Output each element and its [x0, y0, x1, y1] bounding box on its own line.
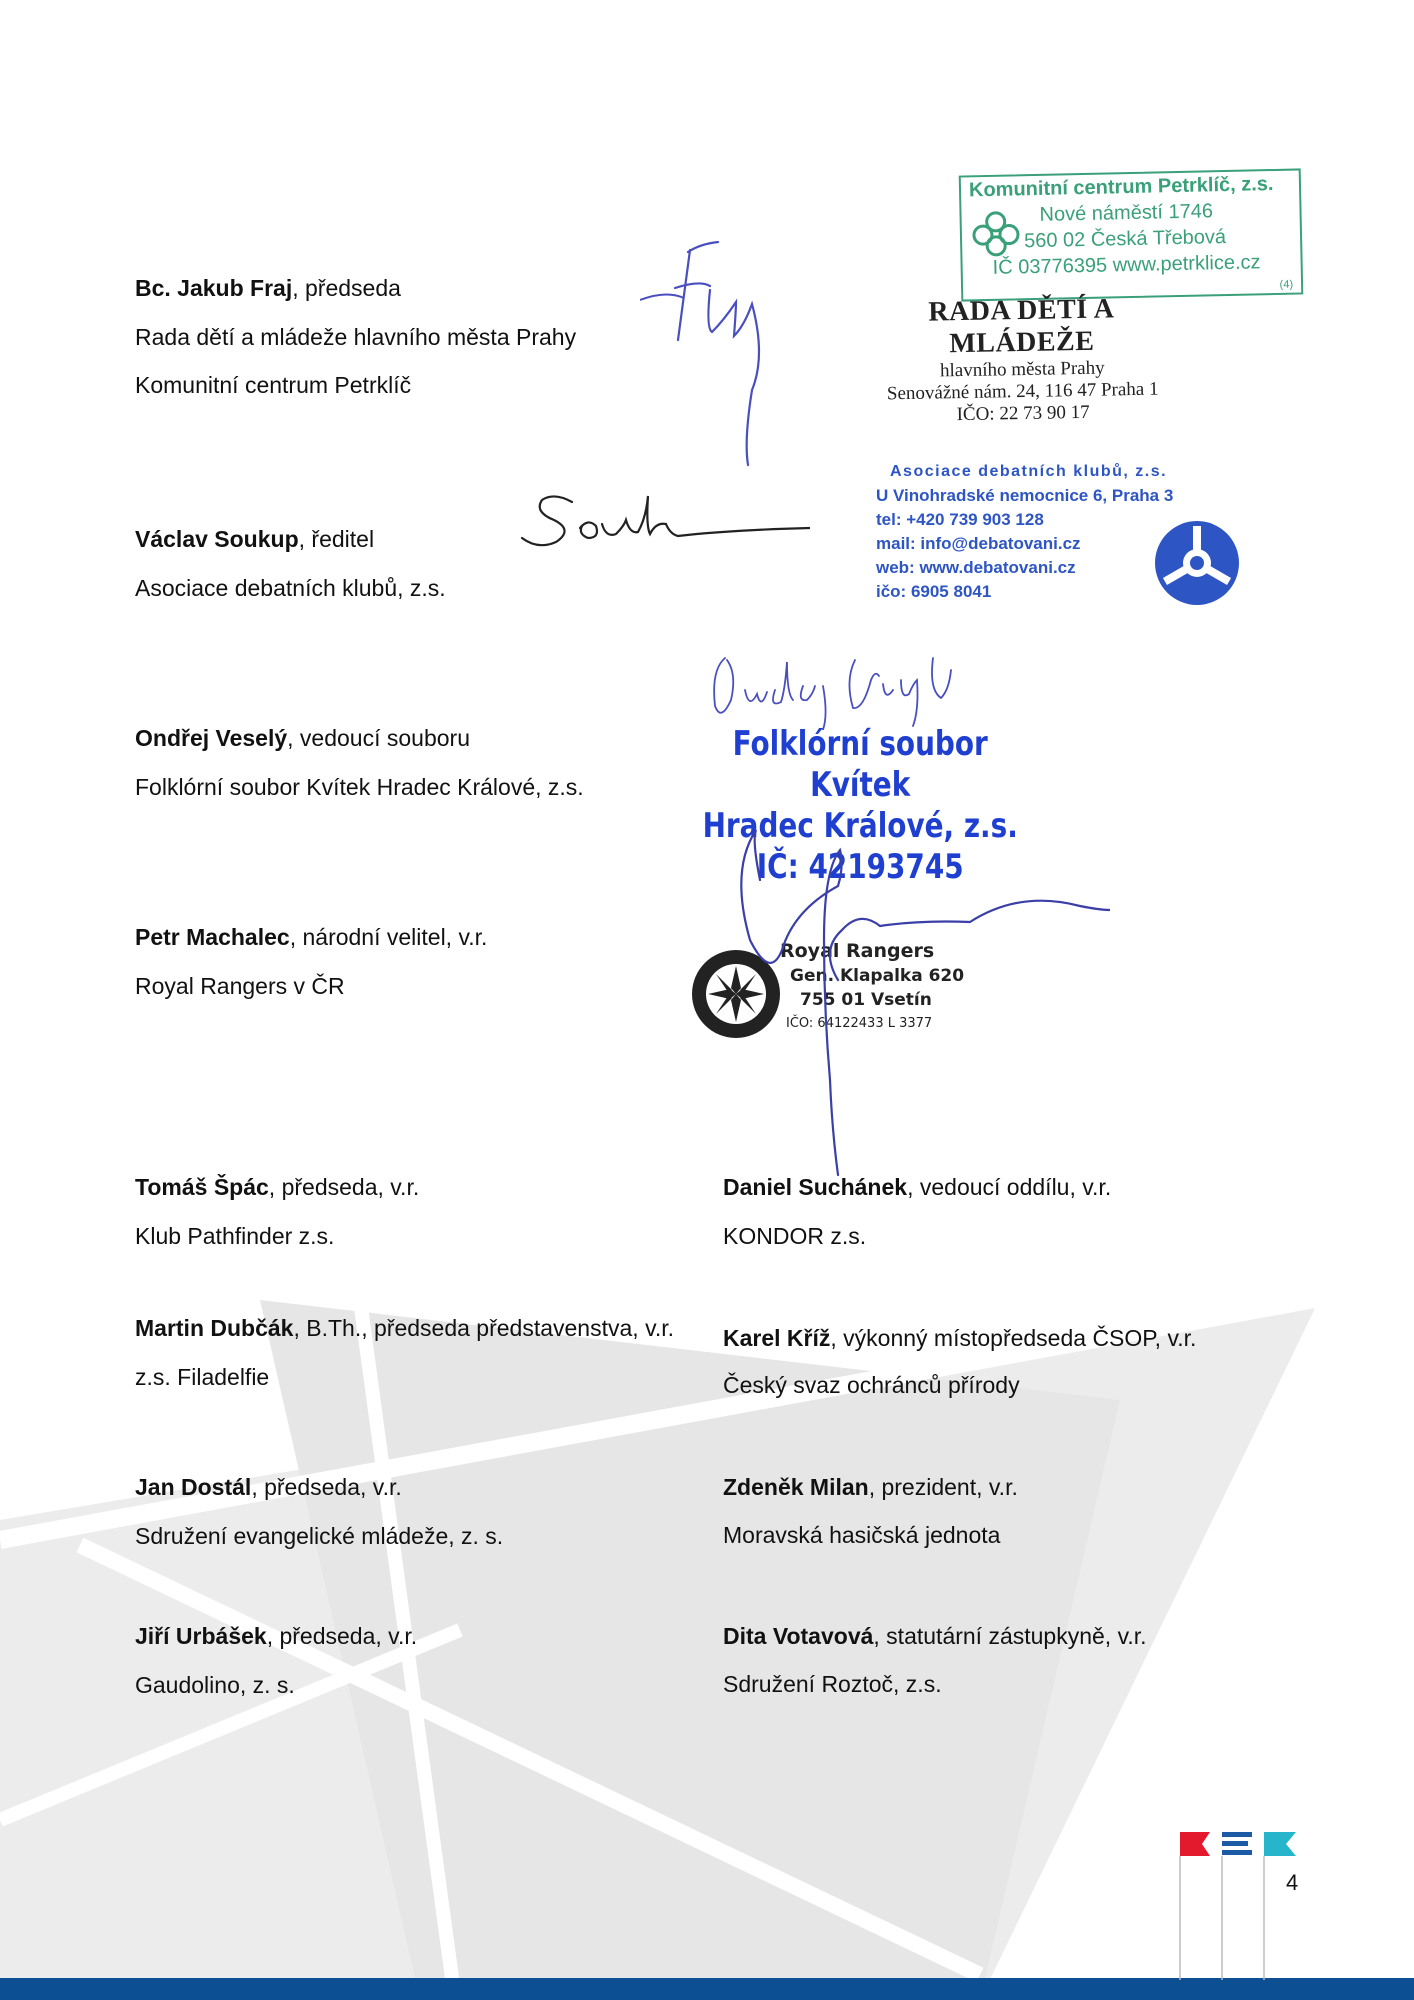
adk-stamp-line: mail: info@debatovani.cz: [876, 534, 1081, 553]
petrklic-stamp-line: IČ 03776395 www.petrklice.cz: [992, 251, 1261, 279]
petrklic-stamp-title: Komunitní centrum Petrklíč, z.s.: [968, 173, 1274, 202]
petrklic-stamp: [959, 168, 1304, 301]
royal-rangers-stamp-line: 755 01 Vsetín: [800, 990, 932, 1010]
adk-logo-icon: [1152, 518, 1242, 608]
rada-stamp-line: Senovážné nám. 24, 116 47 Praha 1: [886, 378, 1159, 405]
rada-stamp-line: IČO: 22 73 90 17: [956, 401, 1090, 426]
signatory-1-name: Bc. Jakub Fraj, předseda: [135, 275, 401, 301]
signatory-6-name: Daniel Suchánek, vedoucí oddílu, v.r.: [723, 1174, 1112, 1200]
signatory-10-name: Zdeněk Milan, prezident, v.r.: [723, 1474, 1018, 1500]
signatory-7-name: Martin Dubčák, B.Th., předseda představenstva, v.r.: [135, 1315, 675, 1341]
rada-stamp-line: hlavního města Prahy: [939, 357, 1105, 382]
royal-rangers-stamp-line: Gen. Klapalka 620: [790, 966, 965, 986]
royal-rangers-stamp-line: IČO: 64122433 L 3377: [786, 1016, 933, 1031]
signatory-4-org: Royal Rangers v ČR: [135, 973, 345, 999]
organization-logo-icon: [1178, 1830, 1298, 1980]
adk-stamp-line: tel: +420 739 903 128: [876, 510, 1044, 529]
signatory-10-org: Moravská hasičská jednota: [723, 1522, 1001, 1548]
kvitek-stamp-line: Hradec Králové, z.s.: [702, 806, 1018, 846]
signatory-12-org: Sdružení Roztoč, z.s.: [723, 1671, 942, 1697]
signature-vesely: [705, 650, 995, 730]
signatory-5-name: Tomáš Špác, předseda, v.r.: [135, 1174, 420, 1200]
adk-stamp-line: web: www.debatovani.cz: [876, 558, 1076, 577]
signatory-12-name: Dita Votavová, statutární zástupkyně, v.r.: [723, 1623, 1147, 1649]
signatory-2-org: Asociace debatních klubů, z.s.: [135, 575, 446, 601]
adk-stamp-line: U Vinohradské nemocnice 6, Praha 3: [876, 486, 1174, 505]
signature-machalec: [720, 830, 1110, 1190]
petrklic-stamp-note: (4): [1279, 278, 1294, 291]
signatory-3-org: Folklórní soubor Kvítek Hradec Králové, z.s.: [135, 774, 584, 800]
petrklic-stamp-line: 560 02 Česká Třebová: [1023, 226, 1227, 253]
kvitek-stamp-line: IČ: 42193745: [756, 847, 964, 887]
petrklic-stamp-line: Nové náměstí 1746: [1039, 200, 1214, 226]
royal-rangers-stamp-line: Royal Rangers: [780, 940, 935, 962]
signatory-3-name: Ondřej Veselý, vedoucí souboru: [135, 725, 470, 751]
adk-stamp-line: ičo: 6905 8041: [876, 582, 992, 601]
signatory-11-name: Jiří Urbášek, předseda, v.r.: [135, 1623, 418, 1649]
rada-stamp: [861, 292, 1183, 426]
clover-icon: [969, 208, 1022, 259]
adk-stamp-title: Asociace debatních klubů, z.s.: [890, 463, 1168, 480]
signatory-8-org: Český svaz ochránců přírody: [723, 1372, 1020, 1398]
signatory-5-org: Klub Pathfinder z.s.: [135, 1223, 335, 1249]
signatory-4-name: Petr Machalec, národní velitel, v.r.: [135, 924, 488, 950]
signatory-8-name: Karel Kříž, výkonný místopředseda ČSOP, v.r.: [723, 1325, 1197, 1351]
rada-stamp-title: RADA DĚTÍ A MLÁDEŽE: [928, 293, 1115, 360]
signatory-11-org: Gaudolino, z. s.: [135, 1672, 295, 1698]
page-number: 4: [1286, 1870, 1299, 1895]
signatory-9-org: Sdružení evangelické mládeže, z. s.: [135, 1523, 504, 1549]
signature-soukup: [520, 490, 810, 560]
kvitek-stamp-line: Folklórní soubor Kvítek: [732, 724, 988, 805]
signatory-1-org: Rada dětí a mládeže hlavního města Prahy: [135, 324, 577, 350]
signatory-9-name: Jan Dostál, předseda, v.r.: [135, 1474, 402, 1500]
signatory-6-org: KONDOR z.s.: [723, 1223, 867, 1249]
signature-fraj: [640, 240, 820, 470]
signatory-1-org-2: Komunitní centrum Petrklíč: [135, 372, 412, 398]
footer-bar: [0, 1978, 1414, 2000]
adk-stamp: [876, 460, 1236, 610]
signatory-7-org: z.s. Filadelfie: [135, 1364, 270, 1390]
signatory-2-name: Václav Soukup, ředitel: [135, 526, 375, 552]
